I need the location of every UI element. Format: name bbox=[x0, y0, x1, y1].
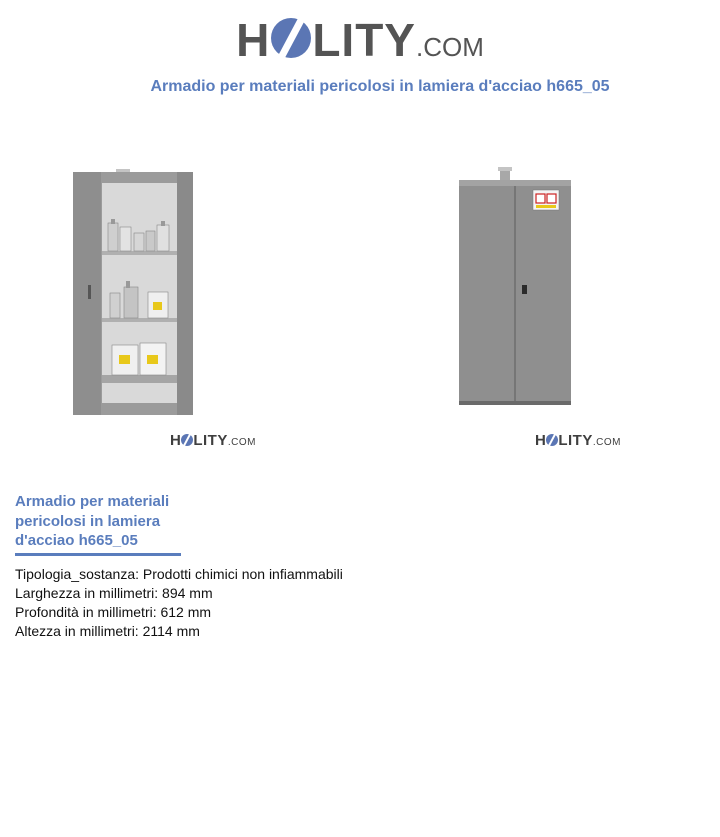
spec-height: Altezza in millimetri: 2114 mm bbox=[15, 623, 200, 639]
spec-depth: Profondità in millimetri: 612 mm bbox=[15, 604, 212, 620]
product-heading: Armadio per materiali pericolosi in lamiera d'acciao h665_05 bbox=[15, 493, 170, 549]
closed-cabinet-illustration bbox=[450, 165, 580, 410]
product-image-open-cabinet[interactable] bbox=[60, 165, 210, 420]
open-cabinet-illustration bbox=[60, 165, 210, 420]
heading-underline bbox=[15, 553, 181, 556]
logo-o-mark-icon bbox=[271, 18, 311, 58]
brand-logo[interactable] bbox=[0, 14, 720, 73]
watermark-o-mark-icon bbox=[181, 434, 193, 446]
spec-substance-type: Tipologia_sostanza: Prodotti chimici non infiammabili bbox=[15, 566, 343, 582]
page-title: Armadio per materiali pericolosi in lamiera d'acciao h665_05 bbox=[150, 78, 610, 95]
image-watermark-logo: H LITY.COM bbox=[535, 432, 621, 449]
watermark-o-mark-icon bbox=[546, 434, 558, 446]
product-specs bbox=[15, 565, 343, 641]
image-watermark-logo: H LITY.COM bbox=[170, 432, 256, 449]
product-image-closed-cabinet[interactable] bbox=[450, 165, 580, 410]
brand-wordmark: H LITY.COM bbox=[236, 14, 484, 66]
spec-width: Larghezza in millimetri: 894 mm bbox=[15, 585, 213, 601]
